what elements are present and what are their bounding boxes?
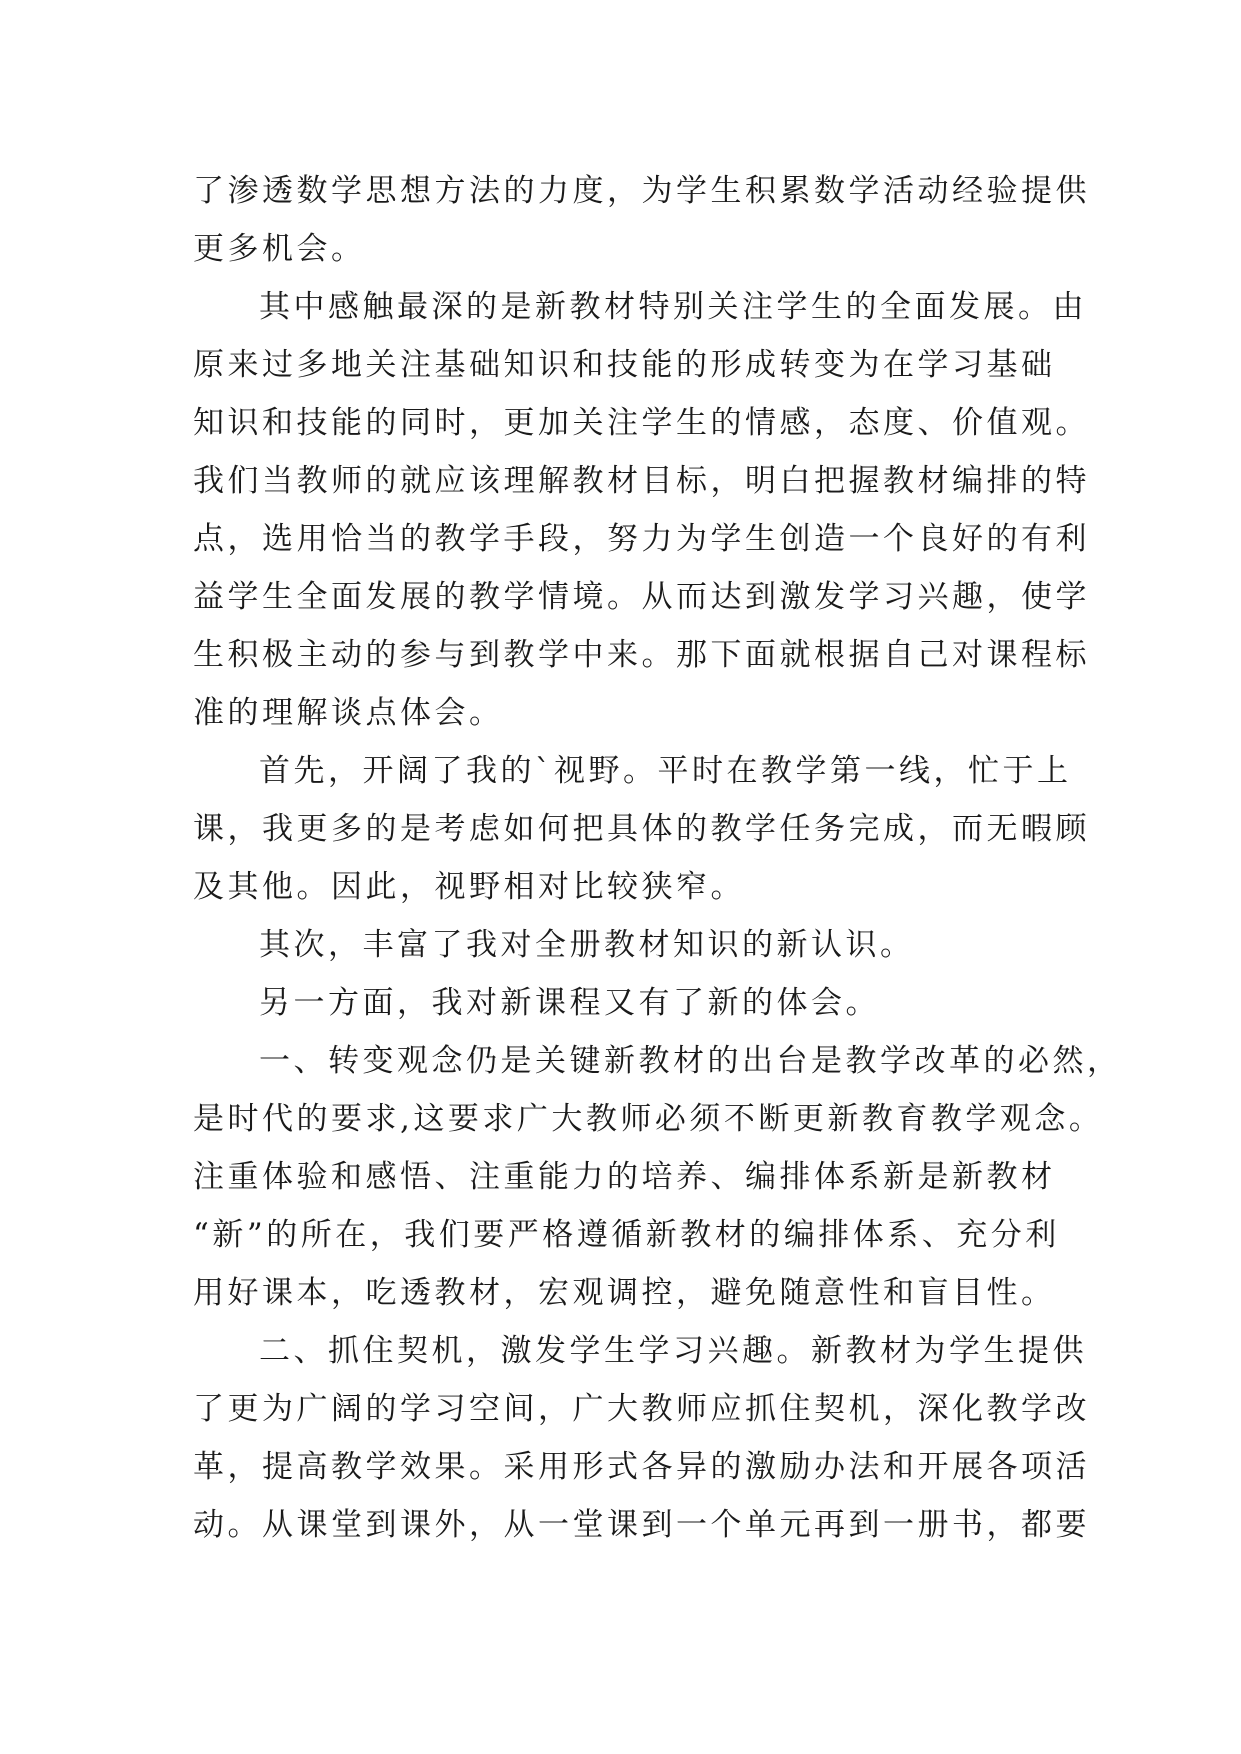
text-line: 课，我更多的是考虑如何把具体的教学任务完成，而无暇顾 [193,811,1090,847]
text-line: 生积极主动的参与到教学中来。那下面就根据自己对课程标 [193,637,1090,673]
text-line: 了渗透数学思想方法的力度，为学生积累数学活动经验提供 [193,173,1090,209]
text-line: 我们当教师的就应该理解教材目标，明白把握教材编排的特 [193,463,1090,499]
text-line: 二、抓住契机，激发学生学习兴趣。新教材为学生提供 [259,1333,1087,1369]
text-line: 其中感触最深的是新教材特别关注学生的全面发展。由 [259,289,1087,325]
text-line: “新”的所在，我们要严格遵循新教材的编排体系、充分利 [193,1217,1060,1253]
text-line: 革，提高教学效果。采用形式各异的激励办法和开展各项活 [193,1449,1090,1485]
text-line: 注重体验和感悟、注重能力的培养、编排体系新是新教材 [193,1159,1056,1195]
text-line: 其次，丰富了我对全册教材知识的新认识。 [259,927,915,963]
text-line: 知识和技能的同时，更加关注学生的情感，态度、价值观。 [193,405,1090,441]
text-line: 更多机会。 [193,231,366,267]
text-line: 了更为广阔的学习空间，广大教师应抓住契机，深化教学改 [193,1391,1090,1427]
text-line: 及其他。因此，视野相对比较狭窄。 [193,869,745,905]
text-line: 另一方面，我对新课程又有了新的体会。 [259,985,880,1021]
text-line: 首先，开阔了我的`视野。平时在教学第一线，忙于上 [259,753,1072,789]
text-line: 点，选用恰当的教学手段，努力为学生创造一个良好的有利 [193,521,1090,557]
text-line: 准的理解谈点体会。 [193,695,504,731]
text-line: 用好课本，吃透教材，宏观调控，避免随意性和盲目性。 [193,1275,1056,1311]
text-line: 是时代的要求,这要求广大教师必须不断更新教育教学观念。 [193,1101,1104,1137]
body-text [193,162,1122,1554]
text-line: 原来过多地关注基础知识和技能的形成转变为在学习基础 [193,347,1056,383]
text-line: 益学生全面发展的教学情境。从而达到激发学习兴趣，使学 [193,579,1090,615]
text-line: 动。从课堂到课外，从一堂课到一个单元再到一册书，都要 [193,1507,1090,1543]
text-line: 一、转变观念仍是关键新教材的出台是教学改革的必然， [259,1043,1122,1079]
